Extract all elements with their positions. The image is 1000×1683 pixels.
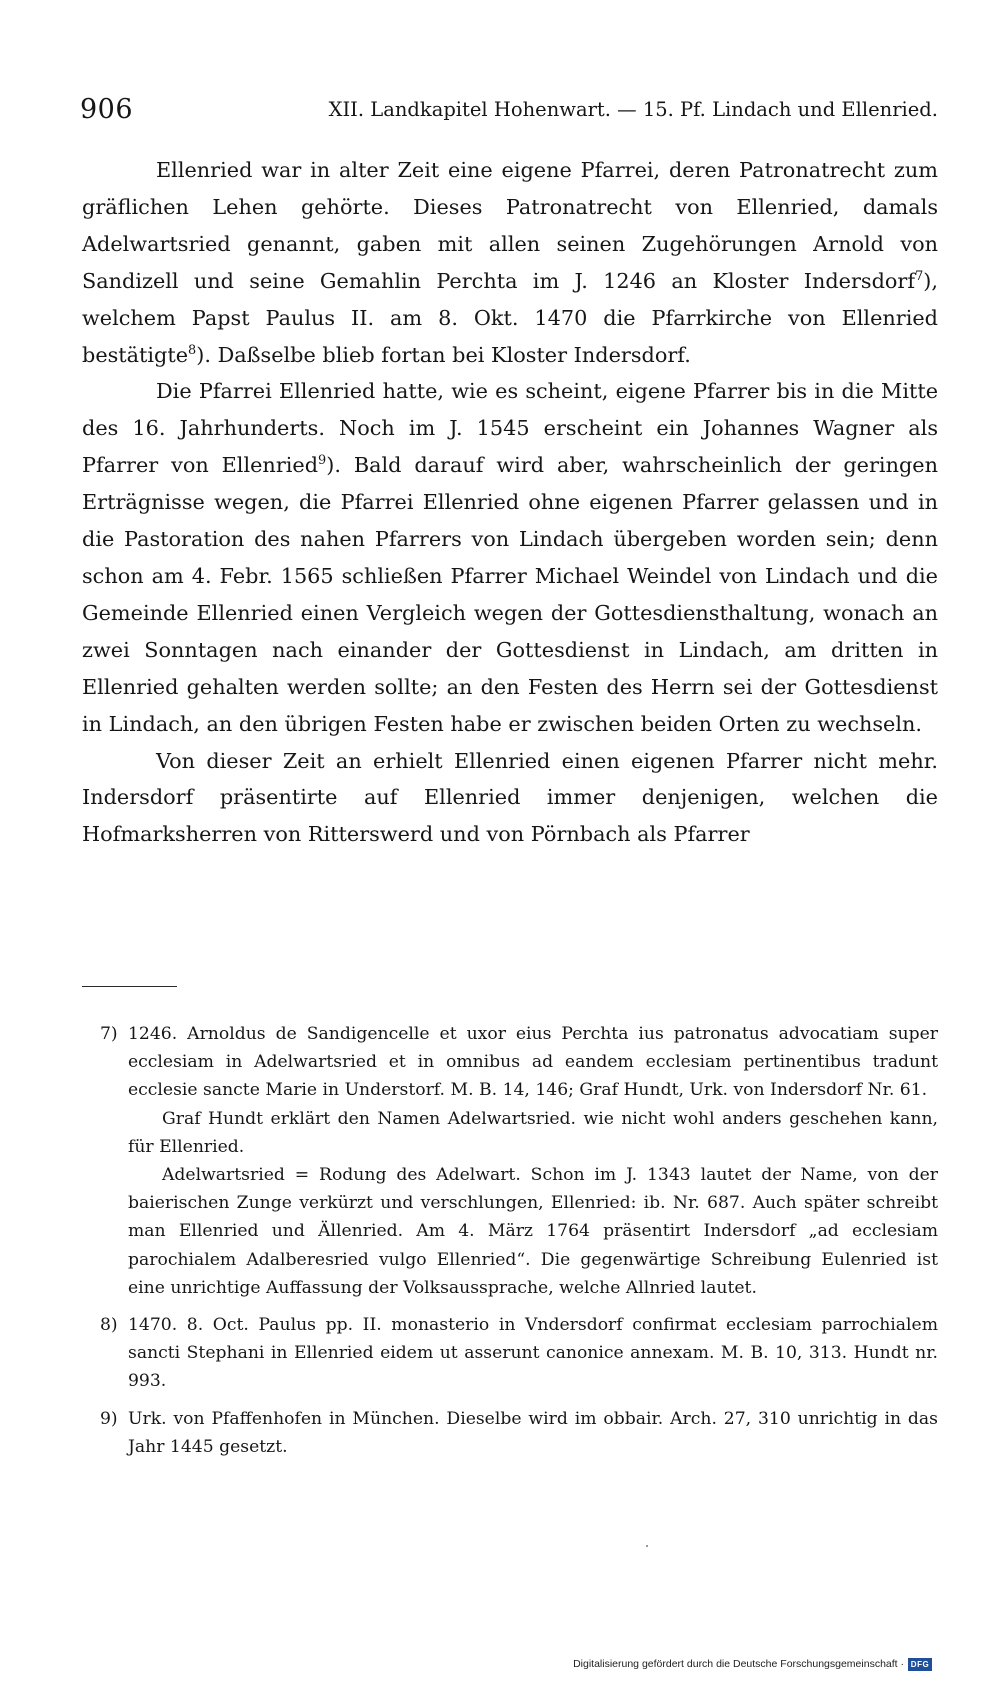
footnote-body	[128, 1311, 938, 1396]
main-text	[82, 152, 938, 853]
paragraph-text: ). Daßselbe blieb fortan bei Kloster Indersdorf.	[196, 342, 691, 367]
footnote-paragraph: 1470. 8. Oct. Paulus pp. II. monasterio in Vndersdorf confirmat ecclesiam parrochialem sancti Stephani in Ellenried eidem ut asserunt canonice annexam. M. B. 10, 313. Hundt nr. 993.	[128, 1315, 938, 1392]
footnote-marker: 8)	[100, 1315, 118, 1336]
credit-text: Digitalisierung gefördert durch die Deutsche Forschungsgemeinschaft ·	[573, 1658, 904, 1670]
paragraph-text: ), welchem Papst Paulus II. am 8. Okt. 1470 die Pfarrkirche von Ellenried bestätigte	[82, 268, 938, 367]
footnote-9	[100, 1405, 938, 1461]
footnote-ref: 9	[318, 453, 327, 469]
footnote-paragraph: Adelwartsried = Rodung des Adelwart. Schon im J. 1343 lautet der Name, von der baierischen Zunge verkürzt und verschlungen, Ellenried: ib. Nr. 687. Auch später schreibt man Ellenried und Ällenried. Am 4. März 1764 präsentirt Indersdorf „ad ecclesiam parochialem Adalberesried vulgo Ellenried“. Die gegenwärtige Schreibung Eulenried ist eine unrichtige Auffassung der Volksaussprache, welche Allnried lautet.	[128, 1165, 938, 1298]
footnote-marker: 9)	[100, 1408, 118, 1429]
footnote-body	[128, 1020, 938, 1302]
footnote-8	[100, 1311, 938, 1396]
footnote-separator	[82, 986, 177, 987]
running-title: XII. Landkapitel Hohenwart. — 15. Pf. Lindach und Ellenried.	[328, 98, 938, 121]
footnote-body	[128, 1405, 938, 1461]
digitization-credit	[573, 1657, 932, 1671]
paragraph-text: Ellenried war in alter Zeit eine eigene Pfarrei, deren Patronatrecht zum gräflichen Lehen gehörte. Dieses Patronatrecht von Ellenried, damals Adelwartsried genannt, gaben mit allen seinen Zugehörungen Arnold von Sandizell und seine Gemahlin Perchta im J. 1246 an Kloster Indersdorf	[82, 158, 938, 293]
footnotes	[100, 1020, 938, 1470]
paragraph	[82, 152, 938, 373]
footnote-ref: 8	[188, 342, 197, 358]
dfg-logo-icon: DFG	[908, 1658, 932, 1671]
page-header	[80, 90, 938, 130]
page-number: 906	[80, 94, 134, 125]
print-speck	[646, 1545, 648, 1547]
footnote-paragraph: Urk. von Pfaffenhofen in München. Dieselbe wird im obbair. Arch. 27, 310 unrichtig in das Jahr 1445 gesetzt.	[128, 1408, 938, 1457]
paragraph	[82, 373, 938, 742]
footnote-7	[100, 1020, 938, 1302]
footnote-ref: 7	[915, 268, 924, 284]
footnote-paragraph: 1246. Arnoldus de Sandigencelle et uxor eius Perchta ius patronatus advocatiam super ecclesiam in Adelwartsried et in omnibus ad eandem ecclesiam pertinentibus tradunt ecclesie sancte Marie in Understorf. M. B. 14, 146; Graf Hundt, Urk. von Indersdorf Nr. 61.	[128, 1024, 938, 1101]
paragraph-text: ). Bald darauf wird aber, wahrscheinlich der geringen Erträgnisse wegen, die Pfarrei Ellenried ohne eigenen Pfarrer gelassen und in die Pastoration des nahen Pfarrers von Lindach übergeben worden sein; denn schon am 4. Febr. 1565 schließen Pfarrer Michael Weindel von Lindach und die Gemeinde Ellenried einen Vergleich wegen der Gottesdiensthaltung, wonach an zwei Sonntagen nach einander der Gottesdienst in Lindach, am dritten in Ellenried gehalten werden sollte; an den Festen des Herrn sei der Gottesdienst in Lindach, an den übrigen Festen habe er zwischen beiden Orten zu wechseln.	[82, 453, 938, 736]
footnote-paragraph: Graf Hundt erklärt den Namen Adelwartsried. wie nicht wohl anders geschehen kann, für Ellenried.	[128, 1108, 938, 1157]
paragraph-text: Von dieser Zeit an erhielt Ellenried einen eigenen Pfarrer nicht mehr. Indersdorf präsentirte auf Ellenried immer denjenigen, welchen die Hofmarksherren von Ritterswerd und von Pörnbach als Pfarrer	[82, 748, 938, 847]
paragraph	[82, 743, 938, 854]
paragraph-text: Die Pfarrei Ellenried hatte, wie es scheint, eigene Pfarrer bis in die Mitte des 16. Jahrhunderts. Noch im J. 1545 erscheint ein Johannes Wagner als Pfarrer von Ellenried	[82, 379, 938, 478]
footnote-marker: 7)	[100, 1024, 118, 1044]
